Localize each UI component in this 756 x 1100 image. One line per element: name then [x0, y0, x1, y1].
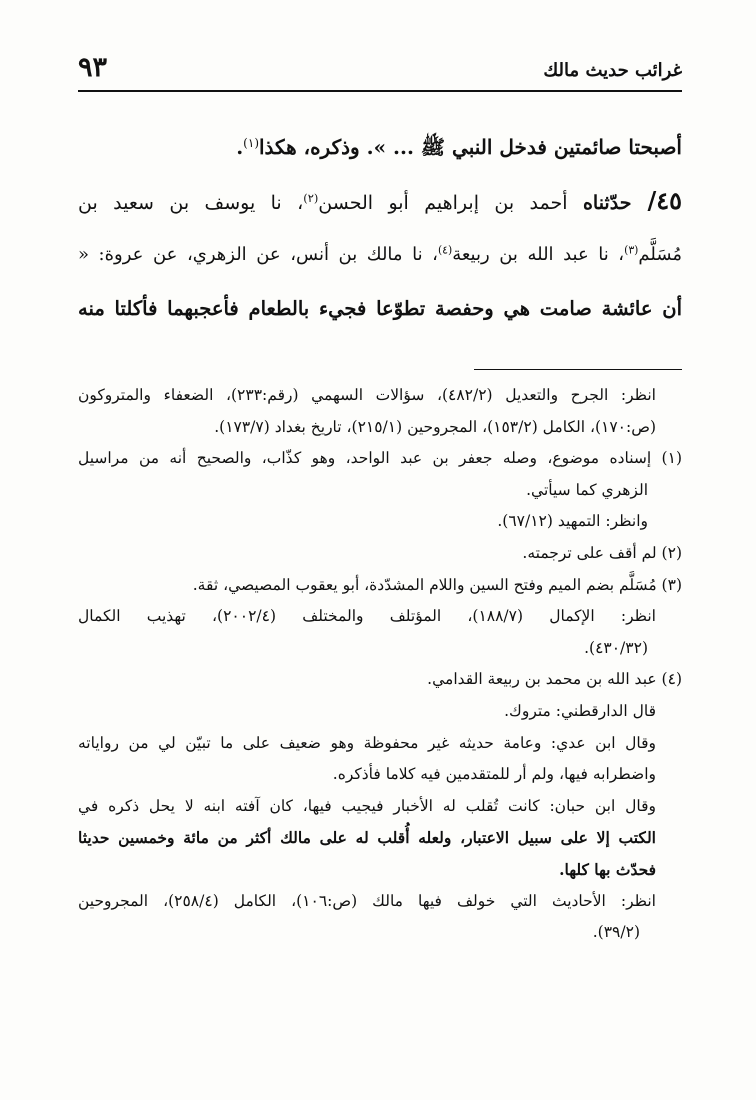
text-line-1 — [78, 120, 682, 174]
line2-text-a: أحمد بن إبراهيم أبو الحسن — [318, 192, 583, 214]
footnote-text: الزهري كما سيأتي. — [526, 480, 648, 499]
footnote-line — [78, 412, 682, 444]
footnote-text: (١) إسناده موضوع، وصله جعفر بن عبد الواحد، وهو كذّاب، والصحيح أنه من مراسيل — [78, 449, 682, 468]
footnote-separator — [474, 369, 682, 370]
line1-text: أصبحتا صائمتين فدخل النبي ﷺ ... ». وذكره، هكذا — [259, 135, 682, 159]
footnote-line — [78, 570, 682, 602]
line3-text-c: ، نا مالك بن أنس، عن الزهري، عن عروة: « — [78, 244, 438, 265]
footnote-text: (٣) مُسَلَّم بضم الميم وفتح السين واللام المشدّدة، أبو يعقوب المصيصي، ثقة. — [192, 575, 682, 594]
hadith-number: ٤٥/ — [647, 186, 682, 215]
footnote-line — [78, 601, 682, 633]
footnote-line — [78, 728, 682, 760]
text-line-4 — [78, 282, 682, 336]
footnote-text: انظر: الجرح والتعديل (٤٨٢/٢)، سؤالات السهمي (رقم:٢٣٣)، الضعفاء والمتروكون — [78, 386, 656, 404]
footnote-text: (ص:١٧٠)، الكامل (١٥٣/٢)، المجروحين (٢١٥/١)، تاريخ بغداد (١٧٣/٧). — [214, 417, 656, 436]
footnote-text: واضطرابه فيها، ولم أر للمتقدمين فيه كلاما فأذكره. — [332, 765, 656, 784]
footnote-text: انظر: الإكمال (١٨٨/٧)، المؤتلف والمختلف (٢٠٠٢/٤)، تهذيب الكمال — [78, 607, 656, 626]
footnote-line — [78, 538, 682, 570]
footnote-ref-2: (٢) — [303, 191, 319, 206]
footnote-text: وانظر: التمهيد (٦٧/١٢). — [497, 512, 648, 531]
footnote-line — [78, 759, 682, 791]
footnote-text: (٤٣٠/٣٢). — [584, 638, 648, 657]
running-title: غرائب حديث مالك — [543, 60, 682, 81]
footnote-text: وقال ابن حبان: كانت تُقلب له الأخبار فيجيب فيها، كان آفته ابنه لا يحل ذكره في — [78, 796, 656, 815]
footnote-text: وقال ابن عدي: وعامة حديثه غير محفوظة وهو ضعيف على ما تبيّن لي من رواياته — [78, 733, 656, 752]
footnote-text: قال الدارقطني: متروك. — [504, 701, 656, 720]
footnote-line — [78, 475, 682, 507]
main-text — [78, 120, 682, 336]
line2-text-b: ، نا يوسف بن سعيد بن — [78, 192, 304, 214]
running-header — [78, 52, 682, 92]
text-line-3 — [78, 228, 682, 282]
footnote-line — [78, 380, 682, 412]
footnote-line — [78, 664, 682, 696]
footnote-ref-1: (١) — [243, 135, 259, 150]
line3-text-b: ، نا عبد الله بن ربيعة — [452, 244, 625, 265]
footnote-ref-4: (٤) — [437, 243, 453, 257]
footnote-line — [78, 854, 682, 886]
text-line-2 — [78, 174, 682, 228]
hadith-lead: حدّثناه — [582, 192, 648, 214]
footnote-text: الكتب إلا على سبيل الاعتبار، ولعله أُقلب له على مالك أكثر من مائة وخمسين حديثا — [78, 828, 656, 848]
footnote-line — [78, 886, 682, 918]
footnote-line — [78, 506, 682, 538]
footnote-text: انظر: الأحاديث التي خولف فيها مالك (ص:١٠٦)، الكامل (٢٥٨/٤)، المجروحين — [78, 891, 656, 910]
footnote-line — [78, 633, 682, 665]
line3-text-a: مُسَلَّم — [638, 244, 682, 265]
footnote-line — [78, 822, 682, 854]
footnote-text: (٢) لم أقف على ترجمته. — [522, 543, 682, 562]
footnote-line — [78, 443, 682, 475]
page-number: ٩٣ — [78, 52, 108, 83]
footnotes — [78, 380, 682, 949]
footnote-text: (٤) عبد الله بن محمد بن ربيعة القدامي. — [427, 670, 682, 689]
line1-end: . — [236, 135, 244, 159]
footnote-line — [78, 696, 682, 728]
footnote-line — [78, 791, 682, 823]
footnote-ref-3: (٣) — [624, 243, 639, 257]
line4-text: أن عائشة صامت هي وحفصة تطوّعا فجيء بالطعام فأعجبهما فأكلتا منه — [78, 297, 682, 320]
footnote-text: (٣٩/٢). — [592, 923, 640, 942]
footnote-line — [78, 917, 682, 949]
footnote-text: فحدّث بها كلها. — [559, 859, 656, 879]
